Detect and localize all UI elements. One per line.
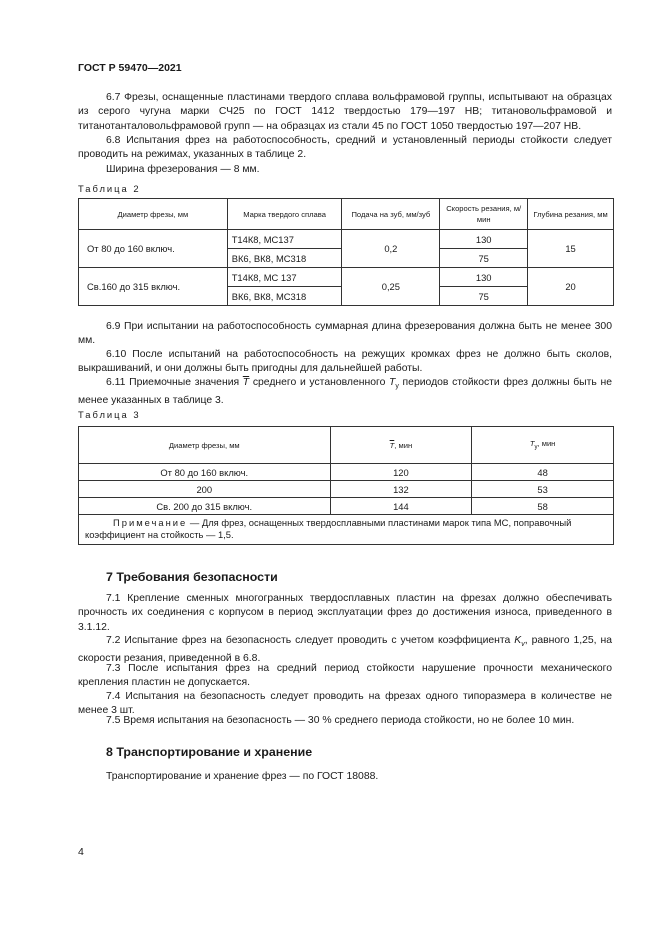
table-2-caption: Таблица 2 — [78, 183, 141, 194]
table-2-header-speed: Скорость резания, м/мин — [440, 199, 528, 230]
table-3-cell-diameter: 200 — [79, 481, 331, 498]
paragraph-7-5: 7.5 Время испытания на безопасность — 30 % среднего периода стойкости, но не более 10 мин. — [106, 715, 575, 726]
table-3-cell-set-life: 58 — [472, 498, 614, 515]
table-2-header-grade: Марка твердого сплава — [227, 199, 342, 230]
paragraph-6-10: 6.10 После испытаний на работоспособность на режущих кромках фрез не должно быть сколов, выкрашиваний, и они должны быть пригодны для дальнейшей работы. — [78, 349, 612, 375]
table-2-cell-grade: Т14К8, МС137 — [227, 230, 342, 249]
table-2-cell-speed: 75 — [440, 287, 528, 306]
page-number: 4 — [78, 846, 84, 858]
paragraph-6-8-width: Ширина фрезерования — 8 мм. — [106, 164, 260, 175]
table-2-cell-depth: 20 — [528, 268, 614, 306]
table-3-cell-diameter: Св. 200 до 315 включ. — [79, 498, 331, 515]
table-2-cell-diameter: Св.160 до 315 включ. — [79, 268, 228, 306]
document-header: ГОСТ Р 59470—2021 — [78, 62, 182, 74]
table-2-cell-speed: 75 — [440, 249, 528, 268]
section-7-title: 7 Требования безопасности — [106, 570, 278, 584]
section-8-title: 8 Транспортирование и хранение — [106, 745, 313, 759]
table-row — [79, 481, 614, 498]
table-2 — [78, 198, 614, 306]
table-2-header-row — [79, 199, 614, 230]
table-3-caption: Таблица 3 — [78, 409, 141, 420]
table-3-header-set-life: $T_у$, мин — [472, 427, 614, 464]
paragraph-8: Транспортирование и хранение фрез — по ГОСТ 18088. — [106, 771, 379, 782]
paragraph-6-9: 6.9 При испытании на работоспособность суммарная длина фрезерования должна быть не менее 300 мм. — [78, 321, 612, 347]
table-row — [79, 268, 614, 287]
table-3-header-mean-life: $\overline{T}$, мин — [330, 427, 472, 464]
table-row — [79, 230, 614, 249]
paragraph-7-2: 7.2 Испытание фрез на безопасность следует проводить с учетом коэффициента $K_v$, равного 1,25, на скорости резания, приведенной в 6.8. — [78, 635, 613, 665]
table-2-cell-diameter: От 80 до 160 включ. — [79, 230, 228, 268]
table-3-cell-mean-life: 120 — [330, 464, 472, 481]
table-2-cell-speed: 130 — [440, 230, 528, 249]
table-2-cell-grade: Т14К8, МС 137 — [227, 268, 342, 287]
table-2-cell-speed: 130 — [440, 268, 528, 287]
paragraph-6-7: 6.7 Фрезы, оснащенные пластинами твердого сплава вольфрамовой группы, испытывают на образцах из серого чугуна марки СЧ25 по ГОСТ 1412 твердостью 179—197 НВ; титановольфрамовой и титанотанталовольфрамовой групп — на образцах из стали 45 по ГОСТ 1050 твердостью 197—207 НВ. — [78, 92, 612, 132]
table-3 — [78, 426, 614, 545]
table-2-cell-feed: 0,2 — [342, 230, 440, 268]
table-3-note-label: Примечание — [113, 517, 188, 528]
table-2-header-feed: Подача на зуб, мм/зуб — [342, 199, 440, 230]
table-2-header-diameter: Диаметр фрезы, мм — [79, 199, 228, 230]
table-3-header-row — [79, 427, 614, 464]
table-3-header-diameter: Диаметр фрезы, мм — [79, 427, 331, 464]
table-3-cell-mean-life: 144 — [330, 498, 472, 515]
table-3-note-row — [79, 515, 614, 545]
table-3-cell-set-life: 48 — [472, 464, 614, 481]
table-2-header-depth: Глубина резания, мм — [528, 199, 614, 230]
paragraph-7-4: 7.4 Испытания на безопасность следует проводить на фрезах одного типоразмера в количестве не менее 3 шт. — [78, 691, 612, 717]
table-3-cell-set-life: 53 — [472, 481, 614, 498]
paragraph-7-3: 7.3 После испытания фрез на средний период стойкости нарушение прочности механического крепления пластин не допускается. — [78, 663, 612, 689]
table-3-note-text: — Для фрез, оснащенных твердосплавными пластинами марок типа МС, поправочный коэффициент на стойкость — 1,5. — [85, 517, 572, 540]
paragraph-6-8: 6.8 Испытания фрез на работоспособность, средний и установленный периоды стойкости следует проводить на режимах, указанных в таблице 2. — [78, 135, 612, 161]
table-2-cell-grade: ВК6, ВК8, МС318 — [227, 287, 342, 306]
table-2-cell-feed: 0,25 — [342, 268, 440, 306]
table-3-note — [79, 515, 614, 545]
table-row — [79, 464, 614, 481]
table-3-cell-diameter: От 80 до 160 включ. — [79, 464, 331, 481]
table-2-cell-depth: 15 — [528, 230, 614, 268]
paragraph-7-1: 7.1 Крепление сменных многогранных твердосплавных пластин на фрезах должно обеспечивать прочность их соединения с корпусом в период эксплуатации фрез до достижения износа, приведенного в 3.1.12. — [78, 593, 612, 633]
paragraph-6-11: 6.11 Приемочные значения $\overline{T}$ среднего и установленного $T_у$ периодов стойкости фрез должны быть не менее указанных в таблице 3. — [78, 377, 612, 407]
table-2-cell-grade: ВК6, ВК8, МС318 — [227, 249, 342, 268]
table-3-cell-mean-life: 132 — [330, 481, 472, 498]
table-row — [79, 498, 614, 515]
